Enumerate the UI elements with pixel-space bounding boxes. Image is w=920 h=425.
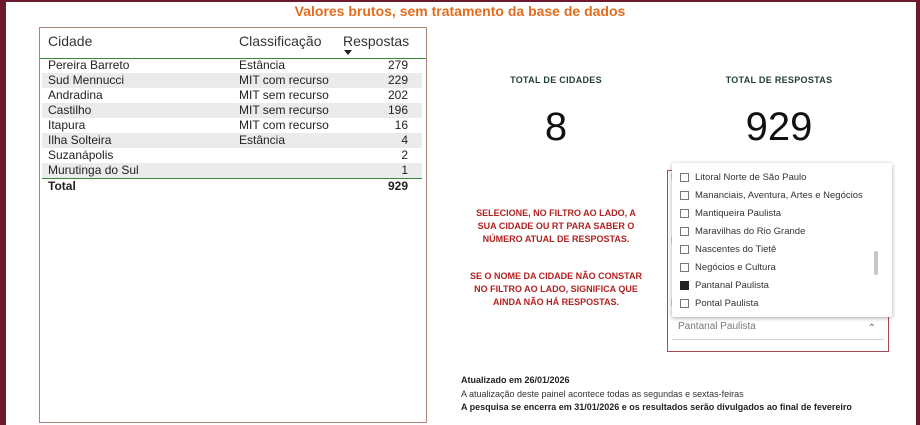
checkbox-icon[interactable] — [680, 263, 689, 272]
instruction-missing-line: SE O NOME DA CIDADE NÃO CONSTAR — [469, 271, 642, 281]
instruction-select-line: SUA CIDADE OU RT PARA SABER O — [477, 221, 635, 231]
chevron-up-icon[interactable]: ⌃ — [867, 323, 876, 334]
table-total-row — [42, 178, 422, 194]
filter-selected-value: Pantanal Paulista — [678, 321, 756, 332]
checkbox-icon[interactable] — [680, 227, 689, 236]
cell-responses: 2 — [401, 148, 408, 162]
filter-option-label: Mananciais, Aventura, Artes e Negócios — [695, 190, 863, 201]
update-schedule: A atualização deste painel acontece todas as segundas e sextas-feiras — [461, 389, 744, 399]
checkbox-icon[interactable] — [680, 191, 689, 200]
table-header — [40, 28, 426, 59]
table-row[interactable] — [42, 118, 422, 133]
cell-city: Ilha Solteira — [48, 133, 112, 147]
table-row[interactable] — [42, 133, 422, 148]
checkbox-icon[interactable] — [680, 209, 689, 218]
cell-classification: Estância — [239, 133, 286, 147]
survey-deadline: A pesquisa se encerra em 31/01/2026 e os resultados serão divulgados ao final de fevereiro — [461, 402, 852, 412]
cell-classification: MIT com recurso — [239, 73, 329, 87]
total-responses: 929 — [387, 179, 408, 193]
table-row[interactable] — [42, 103, 422, 118]
filter-option[interactable] — [680, 187, 863, 205]
table-row[interactable] — [42, 73, 422, 88]
cell-responses: 1 — [401, 163, 408, 177]
frame-left-border — [0, 0, 6, 425]
filter-option[interactable] — [680, 205, 781, 223]
kpi-cities-value: 8 — [544, 105, 568, 149]
instruction-select-line: NÚMERO ATUAL DE RESPOSTAS. — [482, 234, 630, 244]
table-row[interactable] — [42, 163, 422, 178]
filter-option-label: Negócios e Cultura — [695, 262, 776, 273]
instruction-missing-line: AINDA NÃO HÁ RESPOSTAS. — [492, 297, 619, 307]
cell-responses: 279 — [387, 58, 408, 72]
filter-option-selected[interactable] — [680, 277, 769, 295]
cell-responses: 4 — [401, 133, 408, 147]
cell-city: Suzanápolis — [48, 148, 114, 162]
checkbox-checked-icon[interactable] — [680, 281, 689, 290]
filter-option[interactable] — [680, 223, 805, 241]
cell-city: Castilho — [48, 103, 92, 117]
kpi-cities-label: TOTAL DE CIDADES — [510, 75, 602, 85]
table-row[interactable] — [42, 148, 422, 163]
filter-option-label: Litoral Norte de São Paulo — [695, 172, 807, 183]
kpi-responses-value: 929 — [745, 105, 813, 149]
total-label: Total — [48, 179, 76, 193]
filter-option[interactable] — [680, 295, 758, 313]
sort-descending-icon[interactable] — [344, 50, 352, 55]
instruction-select-line: SELECIONE, NO FILTRO AO LADO, A — [476, 208, 636, 218]
filter-option[interactable] — [680, 169, 806, 187]
cell-city: Murutinga do Sul — [48, 163, 139, 177]
checkbox-icon[interactable] — [680, 245, 689, 254]
instruction-missing-line: NO FILTRO AO LADO, SIGNIFICA QUE — [474, 284, 638, 294]
cell-city: Pereira Barreto — [48, 58, 130, 72]
kpi-responses-label: TOTAL DE RESPOSTAS — [725, 75, 833, 85]
cell-classification: MIT sem recurso — [239, 103, 329, 117]
filter-option-label: Mantiqueira Paulista — [695, 208, 782, 219]
filter-option[interactable] — [680, 259, 776, 277]
frame-right-border — [916, 0, 920, 425]
cell-city: Andradina — [48, 88, 103, 102]
instruction-select — [462, 207, 650, 246]
filter-option-label: Pontal Paulista — [695, 298, 759, 309]
page-title: Valores brutos, sem tratamento da base de dados — [294, 3, 626, 19]
filter-dropdown-list[interactable] — [672, 163, 892, 317]
filter-option[interactable] — [680, 241, 776, 259]
responses-table — [39, 27, 427, 423]
updated-date: Atualizado em 26/01/2026 — [461, 375, 570, 385]
filter-option-label: Pantanal Paulista — [695, 280, 769, 291]
filter-select[interactable] — [672, 317, 884, 340]
cell-city: Itapura — [48, 118, 86, 132]
frame-top-border — [0, 0, 920, 2]
cell-classification: MIT sem recurso — [239, 88, 329, 102]
column-header-responses[interactable]: Respostas — [343, 33, 410, 49]
checkbox-icon[interactable] — [680, 299, 689, 308]
dropdown-scrollbar[interactable] — [874, 251, 878, 275]
cell-classification: MIT com recurso — [239, 118, 329, 132]
cell-responses: 196 — [387, 103, 408, 117]
column-header-city[interactable]: Cidade — [48, 33, 93, 49]
cell-city: Sud Mennucci — [48, 73, 125, 87]
filter-option-label: Nascentes do Tietê — [695, 244, 777, 255]
cell-classification: Estância — [239, 58, 286, 72]
table-row[interactable] — [42, 58, 422, 73]
cell-responses: 16 — [394, 118, 408, 132]
column-header-classification[interactable]: Classificação — [239, 33, 322, 49]
cell-responses: 229 — [387, 73, 408, 87]
cell-responses: 202 — [387, 88, 408, 102]
checkbox-icon[interactable] — [680, 173, 689, 182]
filter-option-label: Maravilhas do Rio Grande — [695, 226, 806, 237]
table-row[interactable] — [42, 88, 422, 103]
instruction-missing-city — [462, 270, 650, 309]
